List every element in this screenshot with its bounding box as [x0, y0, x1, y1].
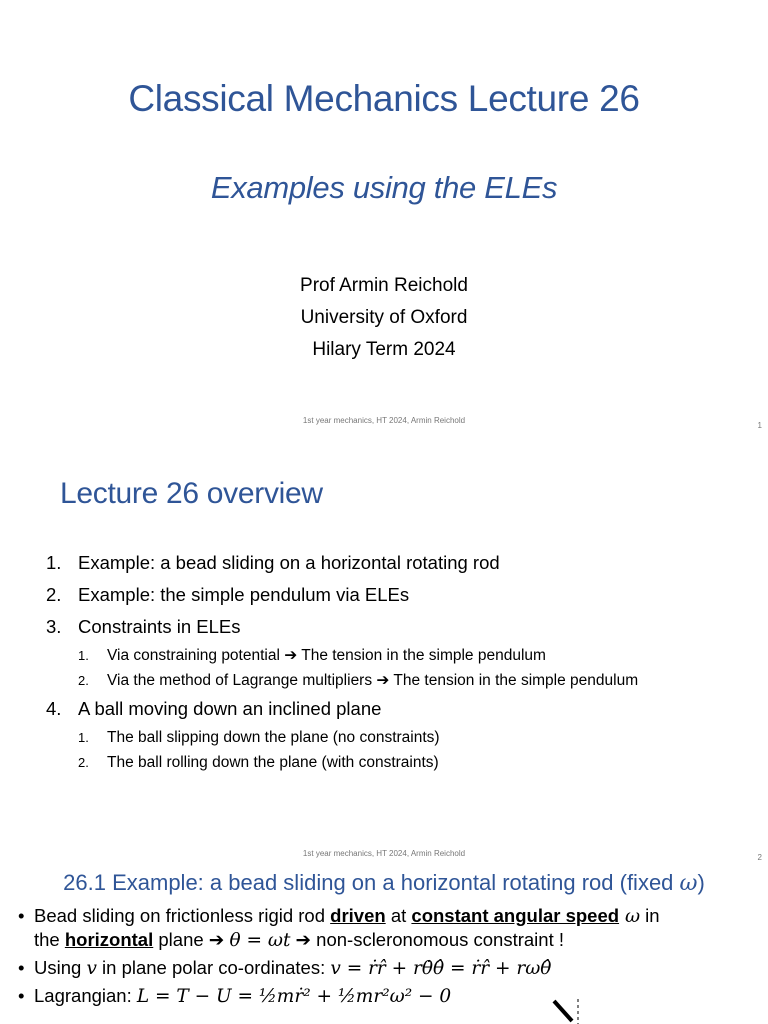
item-text: Constraints in ELEs: [78, 616, 241, 637]
text-run: plane: [153, 929, 209, 950]
bullet-item: [18, 984, 758, 1008]
text-run: Lagrangian:: [34, 985, 137, 1006]
overview-title: Lecture 26 overview: [60, 477, 323, 510]
text-run: Bead sliding on frictionless rigid rod: [34, 905, 331, 926]
page-number: 1: [757, 421, 762, 430]
item-text: Via the method of Lagrange multipliers ➔ The tension in the simple pendulum: [107, 672, 639, 689]
item-text: Via constraining potential ➔ The tension in the simple pendulum: [107, 647, 546, 664]
item-number: 2.: [46, 584, 62, 605]
sub-list-item: [46, 643, 756, 668]
example-title: [0, 870, 768, 896]
equation: θ = ωt: [229, 930, 291, 951]
text-run: Using: [34, 957, 87, 978]
item-number: 2.: [78, 755, 89, 770]
bullet-text: [34, 904, 660, 952]
text-run: the: [34, 929, 65, 950]
bullet-icon: •: [18, 905, 25, 926]
page-number: 2: [757, 853, 762, 862]
emphasis-speed: constant angular speed: [411, 905, 620, 926]
rod-line: [554, 1001, 572, 1021]
emphasis-driven: driven: [330, 905, 386, 926]
bullet-text: [34, 956, 551, 980]
bullet-item: [18, 904, 758, 952]
equation: L = T − U = ½mṙ² + ½mr²ω² − 0: [136, 986, 452, 1007]
text-run: non-scleronomous constraint !: [316, 929, 564, 950]
emphasis-horizontal: horizontal: [64, 929, 154, 950]
term-name: Hilary Term 2024: [312, 339, 456, 360]
item-number: 1.: [78, 730, 89, 745]
sub-list-item: [46, 750, 756, 775]
bullet-item: [18, 956, 758, 980]
slide-footer: 1st year mechanics, HT 2024, Armin Reichold: [302, 416, 466, 425]
bullet-list: [18, 904, 758, 1012]
bullet-text: [34, 984, 451, 1008]
item-number: 1.: [78, 648, 89, 663]
item-text: Example: the simple pendulum via ELEs: [78, 584, 410, 605]
item-text: The ball slipping down the plane (no constraints): [107, 729, 440, 746]
title-close: ): [697, 870, 705, 895]
author-block: [0, 270, 768, 366]
arrow-icon: ➔: [295, 929, 312, 950]
list-item: [46, 579, 756, 611]
item-number: 3.: [46, 616, 62, 637]
university-name: University of Oxford: [300, 307, 468, 328]
example-slide: [0, 864, 768, 1024]
text-run: at: [385, 905, 412, 926]
item-text: Example: a bead sliding on a horizontal rotating rod: [78, 552, 500, 573]
title-slide: [0, 0, 768, 432]
sub-list-item: [46, 668, 756, 693]
author-name: Prof Armin Reichold: [300, 275, 468, 296]
lecture-subtitle: Examples using the ELEs: [210, 170, 558, 205]
overview-slide: [0, 432, 768, 864]
item-text: The ball rolling down the plane (with constraints): [107, 754, 439, 771]
equation: v = ṙr̂ + rθ̇θ̂ = ṙr̂ + rωθ̂: [330, 958, 552, 979]
list-item: [46, 693, 756, 725]
list-item: [46, 547, 756, 579]
rod-figure-fragment: [550, 999, 590, 1024]
title-omega: ω: [679, 871, 698, 896]
item-number: 1.: [46, 552, 62, 573]
item-number: 2.: [78, 673, 89, 688]
title-text: 26.1 Example: a bead sliding on a horizontal rotating rod (fixed: [63, 870, 680, 895]
item-text: A ball moving down an inclined plane: [78, 698, 382, 719]
bullet-icon: •: [18, 957, 25, 978]
item-number: 4.: [46, 698, 62, 719]
velocity-symbol: v: [86, 958, 97, 979]
text-run: in plane polar co-ordinates:: [96, 957, 331, 978]
overview-list: [46, 547, 756, 775]
list-item: [46, 611, 756, 643]
lecture-title: Classical Mechanics Lecture 26: [128, 78, 640, 119]
bullet-icon: •: [18, 985, 25, 1006]
arrow-icon: ➔: [208, 929, 225, 950]
text-run: in: [640, 905, 660, 926]
omega-symbol: ω: [619, 906, 641, 927]
slide-footer: 1st year mechanics, HT 2024, Armin Reichold: [302, 849, 466, 858]
sub-list-item: [46, 725, 756, 750]
